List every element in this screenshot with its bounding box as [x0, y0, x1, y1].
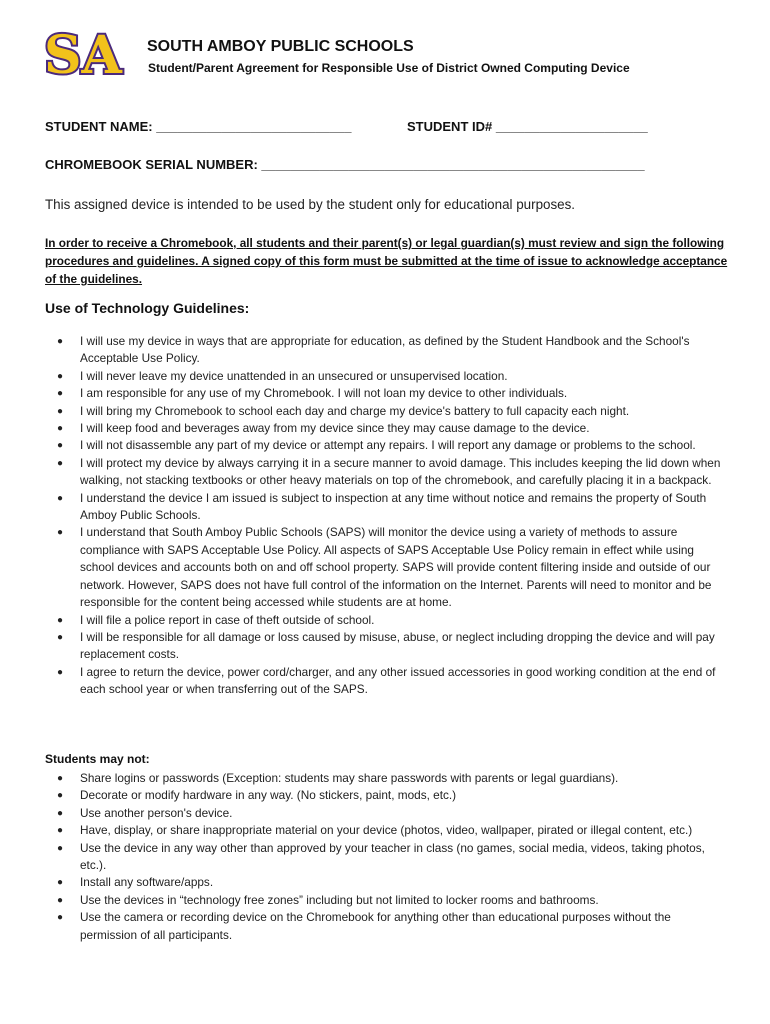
list-item-text: I will be responsible for all damage or loss caused by misuse, abuse, or neglect including dropping the device and will pay replacement costs. — [80, 629, 715, 662]
list-item — [45, 368, 725, 385]
list-item-text: Use another person's device. — [80, 805, 233, 820]
bullet-icon: ● — [57, 457, 64, 469]
bullet-icon: ● — [57, 440, 64, 452]
list-item-text: I agree to return the device, power cord/charger, and any other issued accessories in good working condition at the end of each school year or when transferring out of the SAPS. — [80, 664, 716, 697]
bullet-icon: ● — [57, 894, 64, 906]
list-item-text: Use the devices in “technology free zones” including but not limited to locker rooms and bathrooms. — [80, 892, 599, 907]
school-logo — [42, 23, 126, 93]
bullet-icon: ● — [57, 370, 64, 382]
intro-text: This assigned device is intended to be used by the student only for educational purposes. — [45, 197, 576, 212]
list-item — [45, 524, 725, 611]
list-item — [45, 822, 725, 839]
list-item — [45, 840, 725, 875]
guidelines-title: Use of Technology Guidelines: — [45, 300, 250, 316]
list-item — [45, 629, 725, 664]
list-item-text: Use the device in any way other than approved by your teacher in class (no games, social media, videos, taking photos, etc.). — [80, 840, 705, 873]
list-item — [45, 437, 725, 454]
list-item — [45, 385, 725, 402]
list-item — [45, 909, 725, 944]
bullet-icon: ● — [57, 912, 64, 924]
list-item — [45, 664, 725, 699]
list-item-text: I will not disassemble any part of my device or attempt any repairs. I will report any damage or problems to the school. — [80, 438, 696, 453]
bullet-icon: ● — [57, 388, 64, 400]
may-not-title: Students may not: — [45, 752, 150, 766]
form-subtitle: Student/Parent Agreement for Responsible Use of District Owned Computing Device — [148, 61, 630, 75]
list-item-text: Install any software/apps. — [80, 875, 214, 890]
student-name-field: STUDENT NAME: ___________________________ — [45, 119, 352, 134]
list-item — [45, 805, 725, 822]
bullet-icon: ● — [57, 423, 64, 435]
list-item — [45, 787, 725, 804]
serial-number-field: CHROMEBOOK SERIAL NUMBER: _____________________________________________________ — [45, 157, 645, 172]
logo-text: SA — [44, 25, 122, 86]
bullet-icon: ● — [57, 877, 64, 889]
bullet-icon: ● — [57, 825, 64, 837]
bullet-icon: ● — [57, 790, 64, 802]
list-item-text: I will bring my Chromebook to school each day and charge my device's battery to full capacity each night. — [80, 403, 630, 418]
bullet-icon: ● — [57, 807, 64, 819]
list-item — [45, 420, 725, 437]
may-not-list — [45, 770, 725, 944]
bullet-icon: ● — [57, 614, 64, 626]
list-item-text: Decorate or modify hardware in any way. (No stickers, paint, mods, etc.) — [80, 788, 457, 803]
list-item-text: I am responsible for any use of my Chromebook. I will not loan my device to other individuals. — [80, 386, 568, 401]
list-item-text: I will file a police report in case of theft outside of school. — [80, 612, 375, 627]
signature-notice: In order to receive a Chromebook, all students and their parent(s) or legal guardian(s) must review and sign the following procedures and guidelines. A signed copy of this form must be submitted at the time of issue to acknowledge acceptance of the guidelines. — [45, 236, 728, 286]
bullet-icon: ● — [57, 666, 64, 678]
list-item-text: Use the camera or recording device on the Chromebook for anything other than educational purposes without the permission of all participants. — [80, 910, 671, 942]
list-item — [45, 403, 725, 420]
bullet-icon: ● — [57, 336, 64, 347]
school-name: SOUTH AMBOY PUBLIC SCHOOLS — [147, 38, 414, 55]
list-item — [45, 490, 725, 525]
list-item — [45, 874, 725, 891]
list-item — [45, 612, 725, 629]
student-id-field: STUDENT ID# _____________________ — [407, 119, 648, 134]
list-item-text: I will use my device in ways that are appropriate for education, as defined by the Student Handbook and the School's Acceptable Use Policy. — [80, 334, 690, 366]
list-item-text: I understand the device I am issued is subject to inspection at any time without notice and remains the property of South Amboy Public Schools. — [80, 490, 707, 523]
list-item-text: I understand that South Amboy Public Schools (SAPS) will monitor the device using a variety of methods to assure compliance with SAPS Acceptable Use Policy. All aspects of SAPS Acceptable Use Policy remain in effect while using school devices and accounts both on and off school property. SAPS will provide content filtering inside and outside of our network. However, SAPS does not have full control of the information on the Internet. Parents will need to monitor and be responsible for the content being accessed while students are at home. — [80, 525, 712, 610]
list-item-text: I will never leave my device unattended in an unsecured or unsupervised location. — [80, 368, 508, 383]
bullet-icon: ● — [57, 773, 64, 784]
list-item — [45, 333, 725, 368]
list-item — [45, 455, 725, 490]
bullet-icon: ● — [57, 842, 64, 854]
bullet-icon: ● — [57, 527, 64, 539]
list-item — [45, 892, 725, 909]
bullet-icon: ● — [57, 405, 64, 417]
list-item-text: I will keep food and beverages away from my device since they may cause damage to the device. — [80, 421, 590, 436]
guidelines-list — [45, 333, 725, 699]
list-item-text: Share logins or passwords (Exception: students may share passwords with parents or legal guardians). — [80, 771, 619, 785]
list-item-text: I will protect my device by always carrying it in a secure manner to avoid damage. This includes keeping the lid down when walking, not stacking textbooks or other heavy materials on top of the chromebook, and carefully placing it in a backpack. — [80, 455, 721, 488]
bullet-icon: ● — [57, 492, 64, 504]
bullet-icon: ● — [57, 631, 64, 643]
list-item-text: Have, display, or share inappropriate material on your device (photos, video, wallpaper, pirated or illegal content, etc.) — [80, 823, 693, 838]
list-item — [45, 770, 725, 787]
